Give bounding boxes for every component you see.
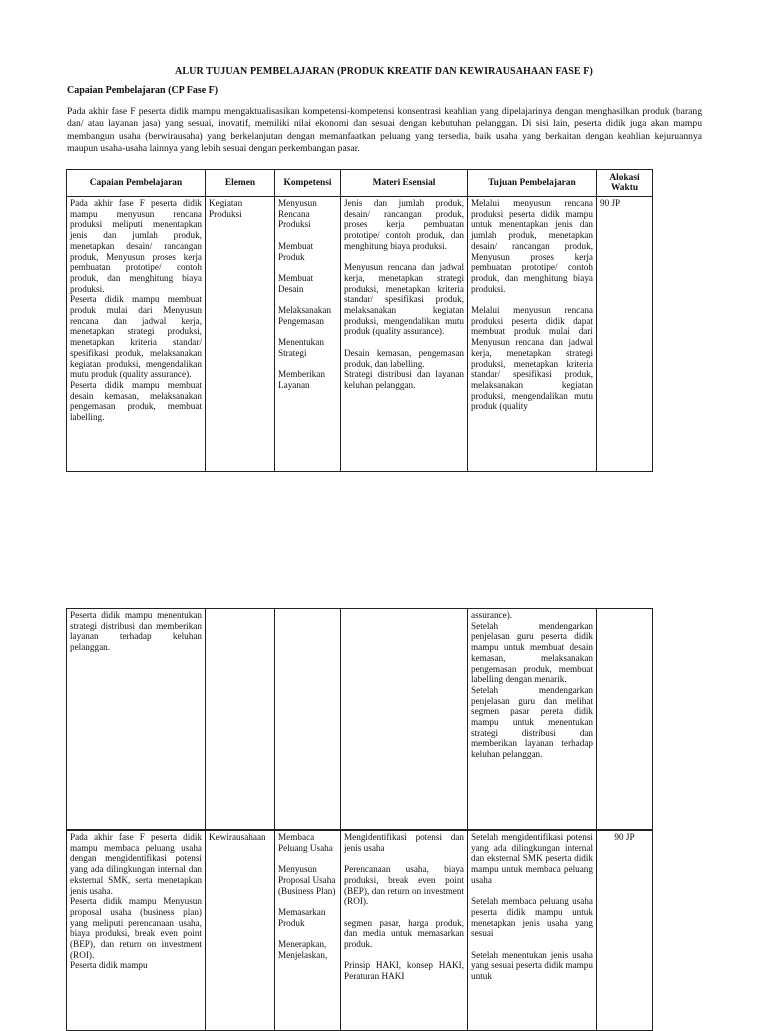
materi-item: Desain kemasan, pengemasan produk, dan labelling. <box>344 347 464 369</box>
kompetensi-item: Membuat Produk <box>278 240 314 262</box>
header-kompetensi: Kompetensi <box>275 170 341 197</box>
cp-text: Pada akhir fase F peserta didik mampu membaca peluang usaha dengan mengidentifikasi potensi yang ada dilingkungan internal dan eksternal SMK, serta menetapkan jenis usaha. <box>70 832 202 896</box>
cell-tujuan-produksi-cont <box>468 609 597 830</box>
materi-item: Menyusun rencana dan jadwal kerja, menetapkan strategi produksi, menetapkan kriteria standar/ spesifikasi produk, melaksanakan kegiatan produksi, mengendalikan mutu produk (quality assurance). <box>344 262 464 337</box>
cell-cp-produksi <box>67 197 206 472</box>
tujuan-item: Setelah mendengarkan penjelasan guru peserta didik mampu untuk membuat desain kemasan, melaksanakan pengemasan produk, membuat labelling dengan menarik. <box>471 620 593 685</box>
cell-kompetensi-empty <box>275 609 341 830</box>
materi-item: Mengidentifikasi potensi dan jenis usaha <box>344 832 464 853</box>
tujuan-item: Melalui menyusun rencana produksi peserta didik dapat membuat produk mulai dari Menyusun rencana dan jadwal kerja, menetapkan strategi produksi, menetapkan kriteria standar/ spesifikasi produk, melaksanakan kegiatan produksi, mengendalikan mutu produk (quality <box>471 305 593 412</box>
cell-materi-empty <box>341 609 468 830</box>
header-elemen: Elemen <box>206 170 275 197</box>
kompetensi-item: Membaca Peluang Usaha <box>278 832 333 853</box>
cp-text: Peserta didik mampu membuat produk mulai dari Menyusun rencana dan jadwal kerja, menetapkan strategi produksi, menetapkan kriteria standar/ spesifikasi produk, melaksanakan kegiatan produksi, mengendalikan mutu produk (quality assurance). <box>70 294 202 380</box>
learning-objectives-table-kewirausahaan <box>66 830 653 1031</box>
cell-cp-kewirausahaan <box>67 831 206 1031</box>
materi-item: Jenis dan jumlah produk, desain/ rancangan produk, proses kerja pembuatan prototipe/ contoh produk, dan menghitung biaya produksi. <box>344 198 464 251</box>
tujuan-item: Setelah menentukan jenis usaha yang sesuai peserta didik mampu untuk <box>471 949 593 982</box>
materi-item: Prinsip HAKI, konsep HAKI, Peraturan HAKI <box>344 960 464 982</box>
cp-text: Pada akhir fase F peserta didik mampu menyusun rencana produksi meliputi menentapkan jenis dan jumlah produk, menetapkan desain/ rancangan produk, Menyusun proses kerja pembuatan prototipe/ contoh produk, dan menghitung biaya produksi. <box>70 198 202 294</box>
header-materi: Materi Esensial <box>341 170 468 197</box>
kompetensi-item: Menentukan Strategi <box>278 337 324 358</box>
cell-alokasi-kewirausahaan: 90 JP <box>597 831 653 1031</box>
cell-alokasi-empty <box>597 609 653 830</box>
kompetensi-item: Memasarkan Produk <box>278 906 326 928</box>
tujuan-item: assurance). <box>471 610 513 620</box>
kompetensi-item: Menerapkan, Menjelaskan, <box>278 938 328 960</box>
document-title: ALUR TUJUAN PEMBELAJARAN (PRODUK KREATIF DAN KEWIRAUSAHAAN FASE F) <box>175 66 593 77</box>
kompetensi-item: Menyusun Rencana Produksi <box>278 198 317 230</box>
cell-alokasi-produksi: 90 JP <box>597 197 653 472</box>
cell-kompetensi-kewirausahaan <box>275 831 341 1031</box>
header-capaian: Capaian Pembelajaran <box>67 170 206 197</box>
materi-item: segmen pasar, harga produk, dan media untuk memasarkan produk. <box>344 917 464 949</box>
materi-item: Perencanaan usaha, biaya produksi, break even point (BEP), dan return on investment (ROI). <box>344 864 464 907</box>
kompetensi-item: Melaksanakan Pengemasan <box>278 304 332 326</box>
cell-elemen-produksi: Kegiatan Produksi <box>206 197 275 472</box>
kompetensi-item: Memberikan Layanan <box>278 369 325 390</box>
cell-kompetensi-produksi <box>275 197 341 472</box>
tujuan-item: Setelah membaca peluang usaha peserta didik mampu untuk menetapkan jenis usaha yang sesuai <box>471 896 593 939</box>
tujuan-item: Setelah mendengarkan penjelasan guru dan melihat segmen pasar pereta didik mampu untuk menentukan strategi distribusi dan memberikan layanan terhadap keluhan pelanggan. <box>471 684 593 760</box>
tujuan-item: Setelah mengidentifikasi potensi yang ada dilingkungan internal dan eksternal SMK peserta didik mampu untuk membaca peluang usaha <box>471 832 593 885</box>
cell-tujuan-kewirausahaan <box>468 831 597 1031</box>
learning-objectives-table-continued <box>66 608 653 830</box>
cell-elemen-empty <box>206 609 275 830</box>
cell-cp-produksi-cont: Peserta didik mampu menentukan strategi distribusi dan memberikan layanan terhadap keluhan pelanggan. <box>67 609 206 830</box>
cp-text: Peserta didik mampu membuat desain kemasan, melaksanakan pengemasan produk, membuat labelling. <box>70 379 202 423</box>
cell-materi-produksi <box>341 197 468 472</box>
cell-tujuan-produksi <box>468 197 597 472</box>
cell-materi-kewirausahaan <box>341 831 468 1031</box>
intro-paragraph: Pada akhir fase F peserta didik mampu mengaktualisasikan kompetensi-kompetensi konsentrasi keahlian yang dipelajarinya dengan menghasilkan produk (barang dan/ atau layanan jasa) yang sesuai, inovatif, memiliki nilai ekonomi dan sesuai dengan kebutuhan pelanggan. Di sisi lain, peserta didik juga akan mampu membangun usaha (berwirausaha) yang berkelanjutan dengan memanfaatkan peluang yang tersedia, baik usaha yang berkaitan dengan keahlian kejuruannya maupun usaha-usaha lainnya yang lebih sesuai dengan perkembangan pasar. <box>67 106 702 155</box>
header-tujuan: Tujuan Pembelajaran <box>468 170 597 197</box>
tujuan-item: Melalui menyusun rencana produksi peserta didik mampu untuk menentapkan jenis dan jumlah produk, menetapkan desain/ rancangan produk, Menyusun proses kerja pembuatan prototipe/ contoh produk, dan menghitung biaya produksi. <box>471 198 593 294</box>
cp-text: Peserta didik mampu Menyusun proposal usaha (business plan) yang meliputi perencanaan usaha, biaya produksi, break even point (BEP), dan return on investment (ROI). <box>70 896 202 960</box>
header-alokasi: Alokasi Waktu <box>597 170 653 197</box>
section-subtitle: Capaian Pembelajaran (CP Fase F) <box>67 85 219 96</box>
materi-item: Strategi distribusi dan layanan keluhan pelanggan. <box>344 369 464 390</box>
cell-elemen-kewirausahaan: Kewirausahaan <box>206 831 275 1031</box>
cp-text: Peserta didik mampu <box>70 960 148 971</box>
kompetensi-item: Menyusun Proposal Usaha (Business Plan) <box>278 864 336 896</box>
learning-objectives-table <box>66 169 653 472</box>
kompetensi-item: Membuat Desain <box>278 272 314 294</box>
